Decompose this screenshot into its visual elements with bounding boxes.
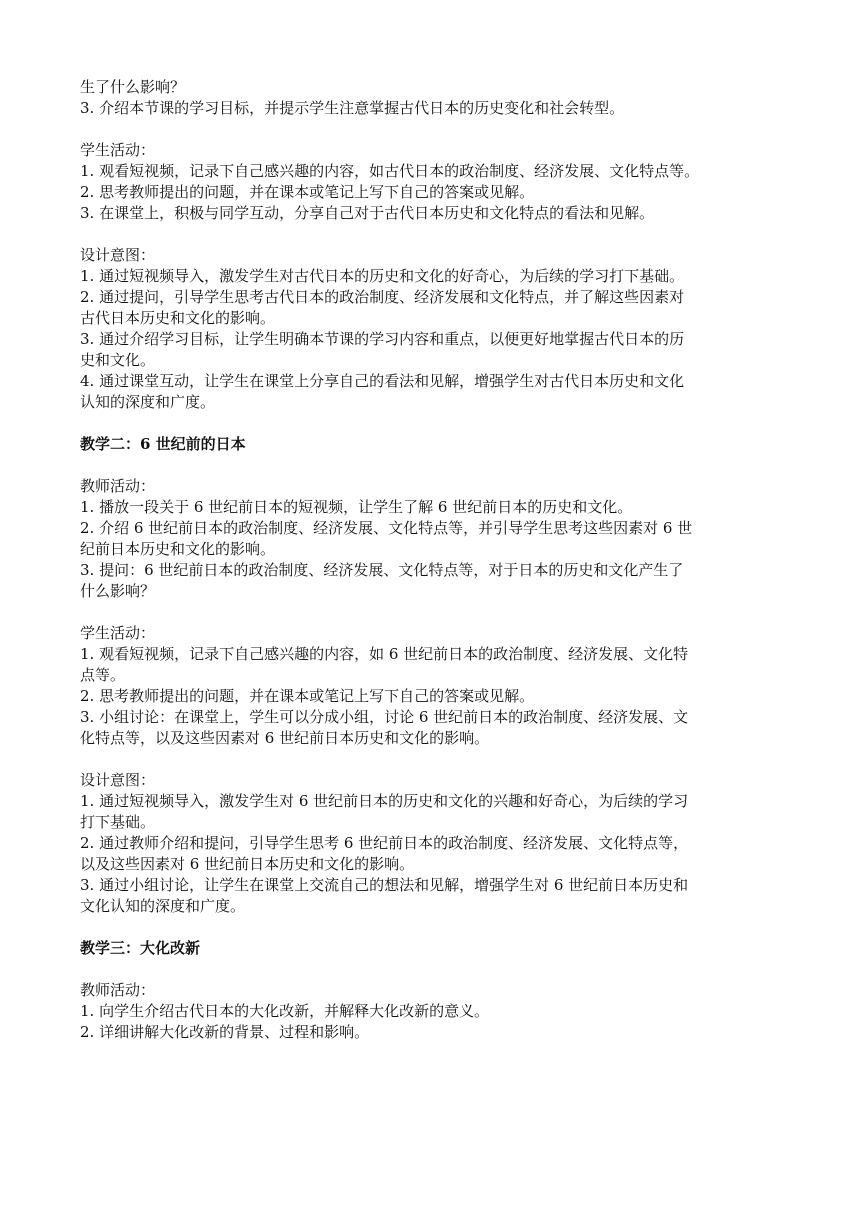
text-line: 2. 思考教师提出的问题，并在课本或笔记上写下自己的答案或见解。 — [80, 183, 535, 201]
design-intent-block-2 — [80, 770, 786, 917]
text-line: 3. 提问：6 世纪前日本的政治制度、经济发展、文化特点等，对于日本的历史和文化产生了 — [80, 561, 684, 579]
section-heading-3: 教学三：大化改新 — [80, 939, 201, 957]
block-label: 学生活动： — [80, 141, 156, 159]
text-line: 3. 通过小组讨论，让学生在课堂上交流自己的想法和见解，增强学生对 6 世纪前日本历史和 — [80, 876, 689, 894]
text-line: 1. 向学生介绍古代日本的大化改新，并解释大化改新的意义。 — [80, 1002, 490, 1020]
text-line: 2. 思考教师提出的问题，并在课本或笔记上写下自己的答案或见解。 — [80, 687, 535, 705]
block-label: 学生活动： — [80, 624, 156, 642]
text-line: 3. 在课堂上，积极与同学互动，分享自己对于古代日本历史和文化特点的看法和见解。 — [80, 204, 655, 222]
text-line: 点等。 — [80, 666, 126, 684]
text-line: 认知的深度和广度。 — [80, 393, 216, 411]
block-label: 教师活动： — [80, 477, 156, 495]
text-line: 1. 播放一段关于 6 世纪前日本的短视频，让学生了解 6 世纪前日本的历史和文化。 — [80, 498, 633, 516]
text-line: 以及这些因素对 6 世纪前日本历史和文化的影响。 — [80, 855, 415, 873]
text-line: 史和文化。 — [80, 351, 156, 369]
text-line: 什么影响？ — [80, 582, 156, 600]
text-line: 生了什么影响？ — [80, 78, 186, 96]
text-line: 化特点等，以及这些因素对 6 世纪前日本历史和文化的影响。 — [80, 729, 490, 747]
block-label: 教师活动： — [80, 981, 156, 999]
text-line: 古代日本历史和文化的影响。 — [80, 309, 276, 327]
intro-block — [80, 77, 786, 119]
teacher-activity-block-3 — [80, 980, 786, 1043]
text-line: 2. 通过提问，引导学生思考古代日本的政治制度、经济发展和文化特点，并了解这些因素对 — [80, 288, 685, 306]
text-line: 1. 通过短视频导入，激发学生对 6 世纪前日本的历史和文化的兴趣和好奇心，为后续的学习 — [80, 792, 689, 810]
text-line: 2. 通过教师介绍和提问，引导学生思考 6 世纪前日本的政治制度、经济发展、文化特点等， — [80, 834, 689, 852]
text-line: 3. 通过介绍学习目标，让学生明确本节课的学习内容和重点，以便更好地掌握古代日本的历 — [80, 330, 685, 348]
text-line: 1. 观看短视频，记录下自己感兴趣的内容，如 6 世纪前日本的政治制度、经济发展、文化特 — [80, 645, 689, 663]
student-activity-block-2 — [80, 623, 786, 749]
teacher-activity-block-2 — [80, 476, 786, 602]
text-line: 1. 通过短视频导入，激发学生对古代日本的历史和文化的好奇心，为后续的学习打下基础。 — [80, 267, 685, 285]
text-line: 3. 介绍本节课的学习目标，并提示学生注意掌握古代日本的历史变化和社会转型。 — [80, 99, 625, 117]
text-line: 2. 详细讲解大化改新的背景、过程和影响。 — [80, 1023, 370, 1041]
text-line: 4. 通过课堂互动，让学生在课堂上分享自己的看法和见解，增强学生对古代日本历史和文化 — [80, 372, 685, 390]
block-label: 设计意图： — [80, 246, 156, 264]
section-heading-2: 教学二：6 世纪前的日本 — [80, 435, 246, 453]
design-intent-block-1 — [80, 245, 786, 413]
text-line: 1. 观看短视频，记录下自己感兴趣的内容，如古代日本的政治制度、经济发展、文化特点等。 — [80, 162, 700, 180]
text-line: 打下基础。 — [80, 813, 156, 831]
block-label: 设计意图： — [80, 771, 156, 789]
text-line: 2. 介绍 6 世纪前日本的政治制度、经济发展、文化特点等，并引导学生思考这些因素对 6 世 — [80, 519, 693, 537]
student-activity-block-1 — [80, 140, 786, 224]
document-page — [80, 77, 786, 1043]
text-line: 纪前日本历史和文化的影响。 — [80, 540, 276, 558]
text-line: 3. 小组讨论：在课堂上，学生可以分成小组，讨论 6 世纪前日本的政治制度、经济发展、文 — [80, 708, 689, 726]
text-line: 文化认知的深度和广度。 — [80, 897, 246, 915]
